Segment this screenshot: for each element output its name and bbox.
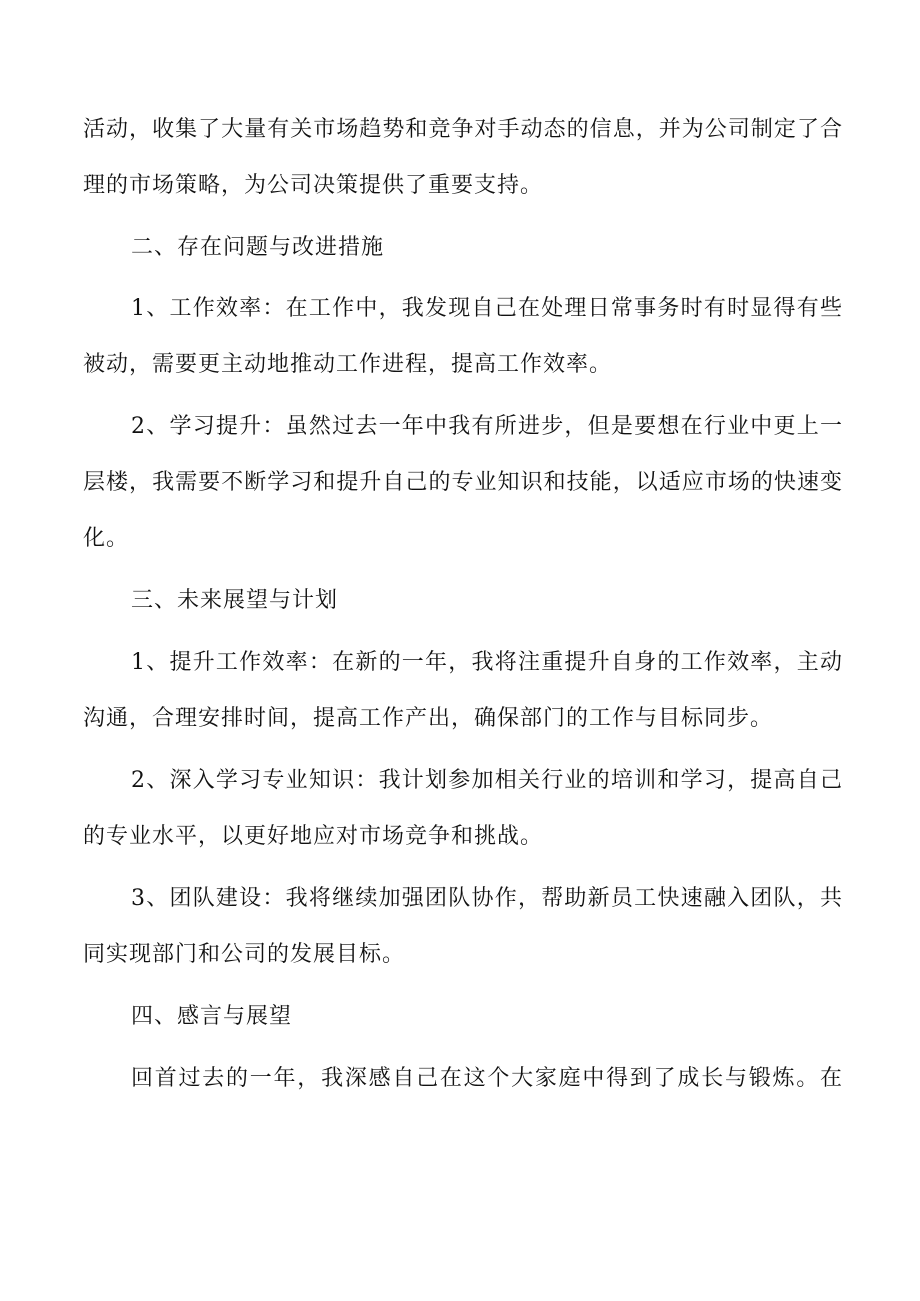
- text-line: 理的市场策略，为公司决策提供了重要支持。: [83, 173, 544, 198]
- text-line: 回首过去的一年，我深感自己在这个大家庭中得到了成长与锻炼。在: [131, 1066, 843, 1091]
- text-line: 2、深入学习专业知识：我计划参加相关行业的培训和学习，提高自己: [131, 768, 843, 793]
- text-line: 1、工作效率：在工作中，我发现自己在处理日常事务时有时显得有些: [131, 296, 843, 321]
- section-heading: 三、未来展望与计划: [131, 588, 339, 613]
- text-line: 被动，需要更主动地推动工作进程，提高工作效率。: [83, 352, 613, 377]
- text-line: 化。: [83, 526, 130, 551]
- section-heading: 二、存在问题与改进措施: [131, 235, 385, 260]
- section-heading: 四、感言与展望: [131, 1004, 293, 1029]
- text-line: 的专业水平，以更好地应对市场竞争和挑战。: [83, 824, 544, 849]
- text-line: 3、团队建设：我将继续加强团队协作，帮助新员工快速融入团队，共: [131, 886, 843, 911]
- text-line: 同实现部门和公司的发展目标。: [83, 942, 406, 967]
- text-line: 1、提升工作效率：在新的一年，我将注重提升自身的工作效率，主动: [131, 650, 843, 675]
- text-line: 层楼，我需要不断学习和提升自己的专业知识和技能，以适应市场的快速变: [83, 470, 843, 495]
- text-line: 2、学习提升：虽然过去一年中我有所进步，但是要想在行业中更上一: [131, 414, 843, 439]
- text-line: 沟通，合理安排时间，提高工作产出，确保部门的工作与目标同步。: [83, 706, 774, 731]
- text-line: 活动，收集了大量有关市场趋势和竞争对手动态的信息，并为公司制定了合: [83, 117, 843, 142]
